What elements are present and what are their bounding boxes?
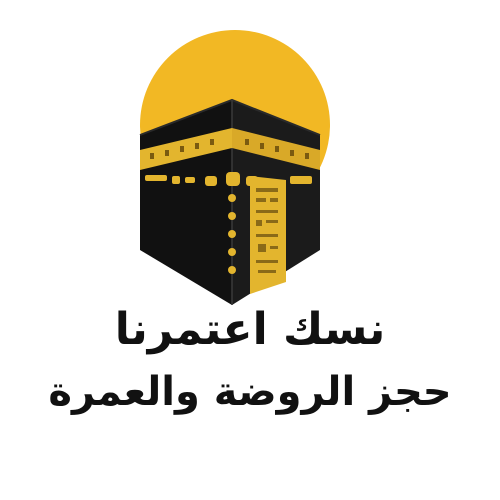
brand-name: نسك اعتمرنا — [114, 304, 386, 355]
brand-tagline: حجز الروضة والعمرة — [48, 369, 452, 415]
